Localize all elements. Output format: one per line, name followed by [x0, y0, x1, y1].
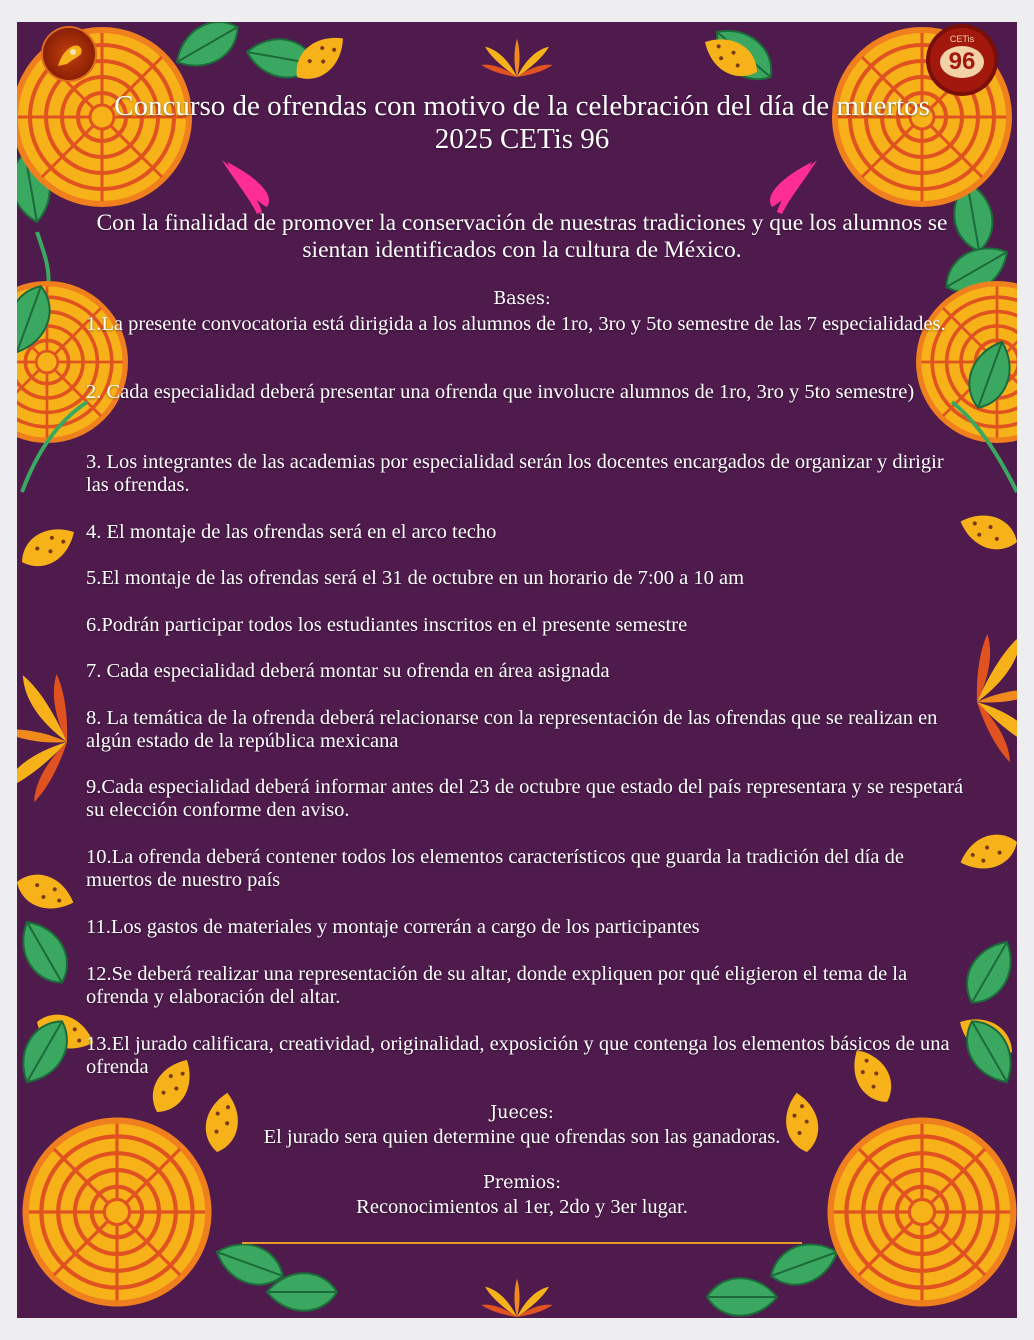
- intro-text: Con la finalidad de promover la conservación de nuestras tradiciones y que los alumnos se sientan identificados con la cultura de México.: [96, 210, 948, 263]
- jueces-text: El jurado sera quien determine que ofrendas son las ganadoras.: [263, 1126, 781, 1148]
- premios-text: Reconocimientos al 1er, 2do y 3er lugar.: [356, 1196, 688, 1218]
- left-logo: [43, 28, 95, 80]
- bases-item-10: 10.La ofrenda deberá contener todos los elementos característicos que guarda la tradición del día de muertos de nuestro país: [86, 846, 904, 891]
- phoenix-icon: [43, 28, 95, 80]
- page-title: Concurso de ofrendas con motivo de la celebración del día de muertos 2025 CETis 96: [114, 90, 930, 155]
- contest-poster: [17, 22, 1017, 1318]
- bases-item-3: 3. Los integrantes de las academias por especialidad serán los docentes encargados de organizar y dirigir las ofrendas.: [86, 451, 944, 496]
- jueces-heading: Jueces:: [490, 1103, 554, 1123]
- bases-item-8: 8. La temática de la ofrenda deberá relacionarse con la representación de las ofrendas que se realizan en algún estado de la república mexicana: [86, 707, 938, 752]
- bases-item-13: 13.El jurado calificara, creatividad, originalidad, exposición y que contenga los elementos básicos de una ofrenda: [86, 1033, 950, 1078]
- bases-item-12: 12.Se deberá realizar una representación de su altar, donde expliquen por qué eligieron el tema de la ofrenda y elaboración del altar.: [86, 963, 908, 1008]
- bases-item-4: 4. El montaje de las ofrendas será en el arco techo: [86, 521, 497, 543]
- bottom-divider: [242, 1242, 802, 1244]
- bases-item-1: 1.La presente convocatoria está dirigida a los alumnos de 1ro, 3ro y 5to semestre de las 7 especialidades.: [86, 313, 946, 335]
- bases-item-2: 2. Cada especialidad deberá presentar una ofrenda que involucre alumnos de 1ro, 3ro y 5to semestre): [86, 381, 915, 403]
- bases-item-6: 6.Podrán participar todos los estudiantes inscritos en el presente semestre: [86, 614, 688, 636]
- bases-item-9: 9.Cada especialidad deberá informar antes del 23 de octubre que estado del país representara y se respetará su elección conforme den aviso.: [86, 776, 964, 821]
- bases-item-7: 7. Cada especialidad deberá montar su ofrenda en área asignada: [86, 660, 610, 682]
- right-logo-top: CETis: [949, 34, 975, 44]
- bases-item-5: 5.El montaje de las ofrendas será el 31 de octubre en un horario de 7:00 a 10 am: [86, 567, 745, 589]
- right-logo-number: 96: [940, 46, 984, 78]
- bases-heading: Bases:: [493, 289, 551, 309]
- right-logo: [930, 28, 994, 92]
- premios-heading: Premios:: [482, 1173, 562, 1193]
- bases-item-11: 11.Los gastos de materiales y montaje correrán a cargo de los participantes: [86, 916, 700, 938]
